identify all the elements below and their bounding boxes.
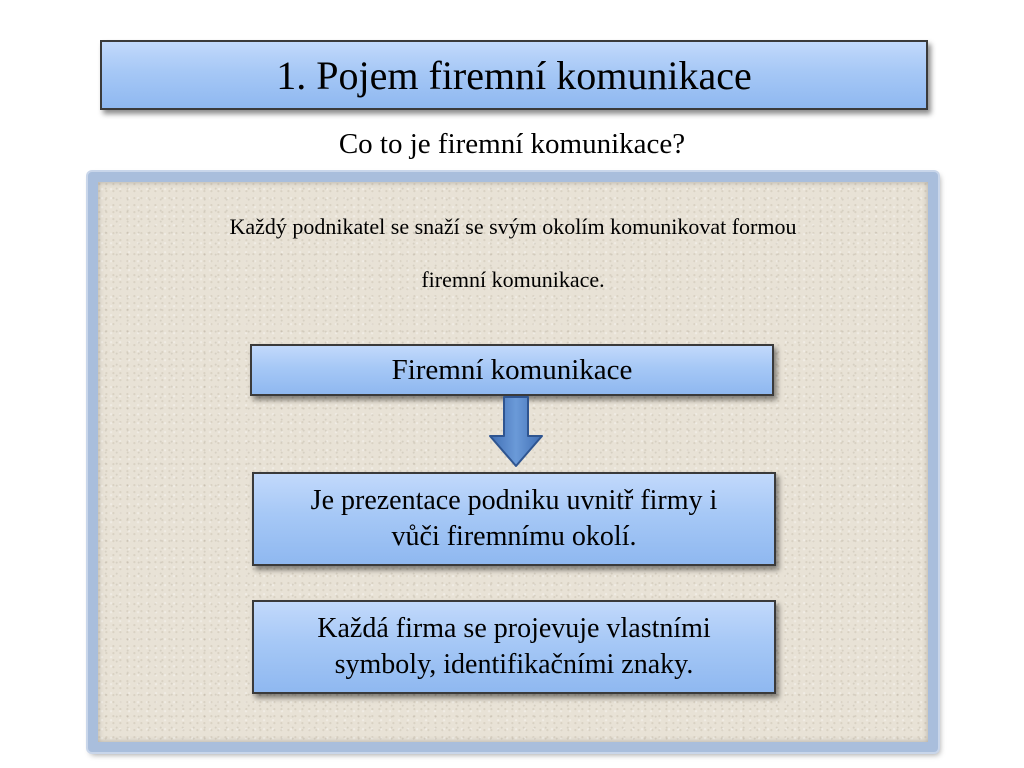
symbols-line-2: symboly, identifikačními znaky.	[334, 649, 694, 680]
intro-text	[118, 200, 908, 306]
definition-line-1: Je prezentace podniku uvnitř firmy i	[310, 485, 718, 516]
slide-subtitle: Co to je firemní komunikace?	[338, 128, 686, 160]
slide-title-box	[100, 40, 928, 110]
symbols-box	[252, 600, 776, 694]
definition-line-2: vůči firemnímu okolí.	[391, 521, 637, 552]
symbols-line-1: Každá firma se projevuje vlastními	[317, 613, 711, 644]
intro-line-1: Každý podnikatel se snaží se svým okolím komunikovat formou	[229, 214, 797, 239]
definition-box	[252, 472, 776, 566]
intro-line-2: firemní komunikace.	[421, 267, 605, 292]
firemni-komunikace-box	[250, 344, 774, 396]
arrow-down-icon	[488, 396, 544, 468]
firemni-komunikace-label: Firemní komunikace	[391, 353, 633, 386]
slide-title: 1. Pojem firemní komunikace	[276, 52, 752, 98]
